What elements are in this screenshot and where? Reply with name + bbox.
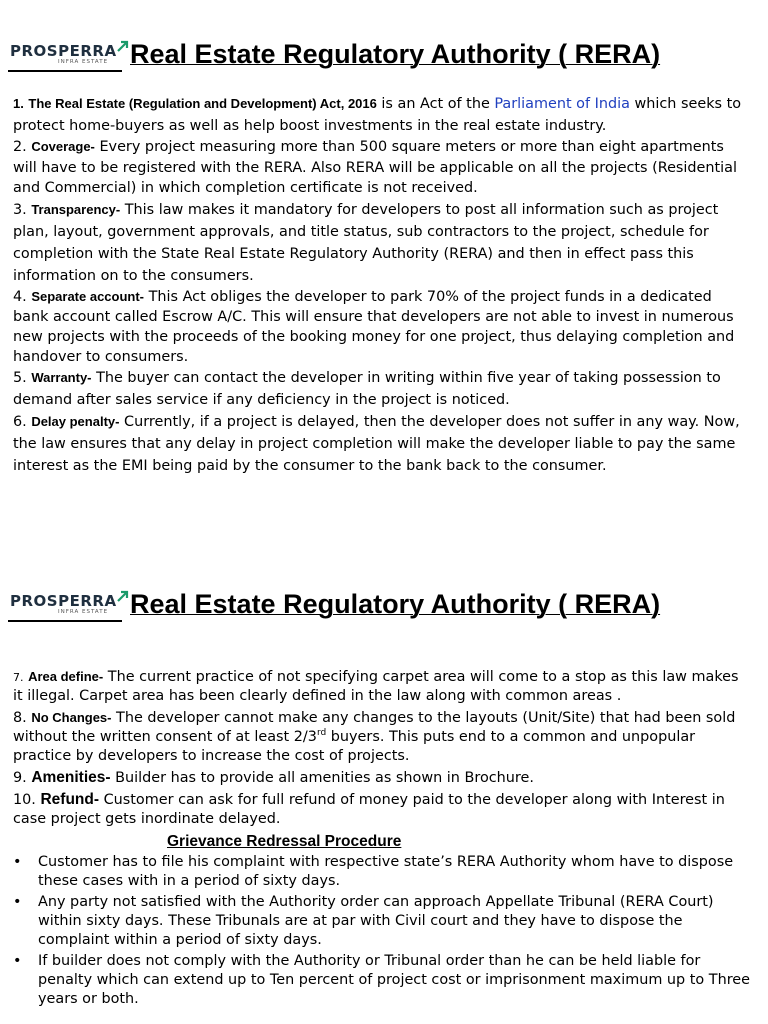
item-label: Amenities- [31, 769, 111, 786]
list-item-3: 3. Transparency- This law makes it mandatory for developers to post all information such as project plan, layout, government approvals, and title status, sub contractors to the project, schedule for completion with the State Real Estate Regulatory Authority (RERA) and then in effect pass this information on to the consumers. [13, 201, 719, 284]
slide-2 [0, 560, 768, 1024]
logo-underline [8, 70, 122, 72]
bullet-icon: • [13, 854, 22, 870]
item-label: Area define- [28, 669, 104, 684]
list-item: • Customer has to file his complaint with respective state’s RERA Authority whom have to dispose these cases with in a period of sixty days. [13, 854, 734, 889]
page-title: Real Estate Regulatory Authority ( RERA) [130, 39, 661, 69]
list-item-7: 7. Area define- The current practice of not specifying carpet area will come to a stop as this law makes it illegal. Carpet area has been clearly defined in the law along with common areas . [13, 669, 739, 704]
act-name: The Real Estate (Regulation and Development) Act, 2016 [28, 96, 377, 111]
prosperra-logo [10, 42, 130, 72]
item-label: Delay penalty- [31, 413, 120, 429]
grievance-heading: Grievance Redressal Procedure [167, 833, 402, 850]
logo-name: PROSPERRA [10, 42, 117, 60]
item-label: Separate account- [31, 288, 145, 304]
list-item: • If builder does not comply with the Authority or Tribunal order than he can be held liable for penalty which can extend up to Ten percent of project cost or imprisonment maximum up to Three years or both. [13, 953, 750, 1007]
item-label: Transparency- [31, 201, 121, 217]
logo-tagline: INFRA ESTATE [58, 609, 109, 615]
arrow-up-right-icon [116, 589, 130, 603]
bullet-icon: • [13, 894, 22, 910]
arrow-up-right-icon [116, 39, 130, 53]
list-item-5: 5. Warranty- The buyer can contact the developer in writing within five year of taking possession to demand after sales service if any deficiency in the project is noticed. [13, 369, 721, 408]
logo-underline [8, 620, 122, 622]
grievance-list [13, 853, 751, 1009]
list-item-4: 4. Separate account- This Act obliges the developer to park 70% of the project funds in a dedicated bank account called Escrow A/C. This will ensure that developers are not able to invest in numerous new projects with the proceeds of the booking money for one project, thus delaying completion and handover to consumers. [13, 288, 735, 365]
prosperra-logo [10, 592, 130, 622]
slide-2-body [13, 667, 751, 1011]
logo-tagline: INFRA ESTATE [58, 59, 109, 65]
list-item-6: 6. Delay penalty- Currently, if a project is delayed, then the developer does not suffer in any way. Now, the law ensures that any delay in project completion will make the developer liable to pay the same interest as the EMI being paid by the consumer to the bank back to the consumer. [13, 413, 740, 474]
item-label: Refund- [40, 791, 100, 808]
bullet-icon: • [13, 953, 22, 969]
slide-1-body [13, 93, 751, 477]
list-item-9: 9. Amenities- Builder has to provide all amenities as shown in Brochure. [13, 769, 534, 786]
list-item-8: 8. No Changes- The developer cannot make any changes to the layouts (Unit/Site) that had been sold without the written consent of at least 2/3rd buyers. This puts end to a common and unpopular practice by developers to increase the cost of projects. [13, 710, 736, 764]
parliament-link[interactable]: Parliament of India [494, 96, 630, 112]
list-item: • Any party not satisfied with the Authority order can approach Appellate Tribunal (RERA Court) within sixty days. These Tribunals are at par with Civil court and they have to dispose the complaint within a period of sixty days. [13, 894, 714, 948]
list-item-1: 1. The Real Estate (Regulation and Development) Act, 2016 is an Act of the Parliament of India which seeks to protect home-buyers as well as help boost investments in the real estate industry. [13, 96, 742, 134]
item-label: Coverage- [31, 139, 95, 154]
list-item-2: 2. Coverage- Every project measuring more than 500 square meters or more than eight apartments will have to be registered with the RERA. Also RERA will be applicable on all the projects (Residential and Commercial) in which completion certificate is not received. [13, 139, 737, 196]
logo-name: PROSPERRA [10, 592, 117, 610]
item-label: No Changes- [31, 710, 112, 725]
page-title: Real Estate Regulatory Authority ( RERA) [130, 589, 661, 619]
slide-header [10, 36, 760, 76]
list-item-10: 10. Refund- Customer can ask for full refund of money paid to the developer along with Interest in case project gets inordinate delayed. [13, 791, 725, 827]
slide-header [10, 586, 760, 626]
item-label: Warranty- [31, 369, 92, 385]
